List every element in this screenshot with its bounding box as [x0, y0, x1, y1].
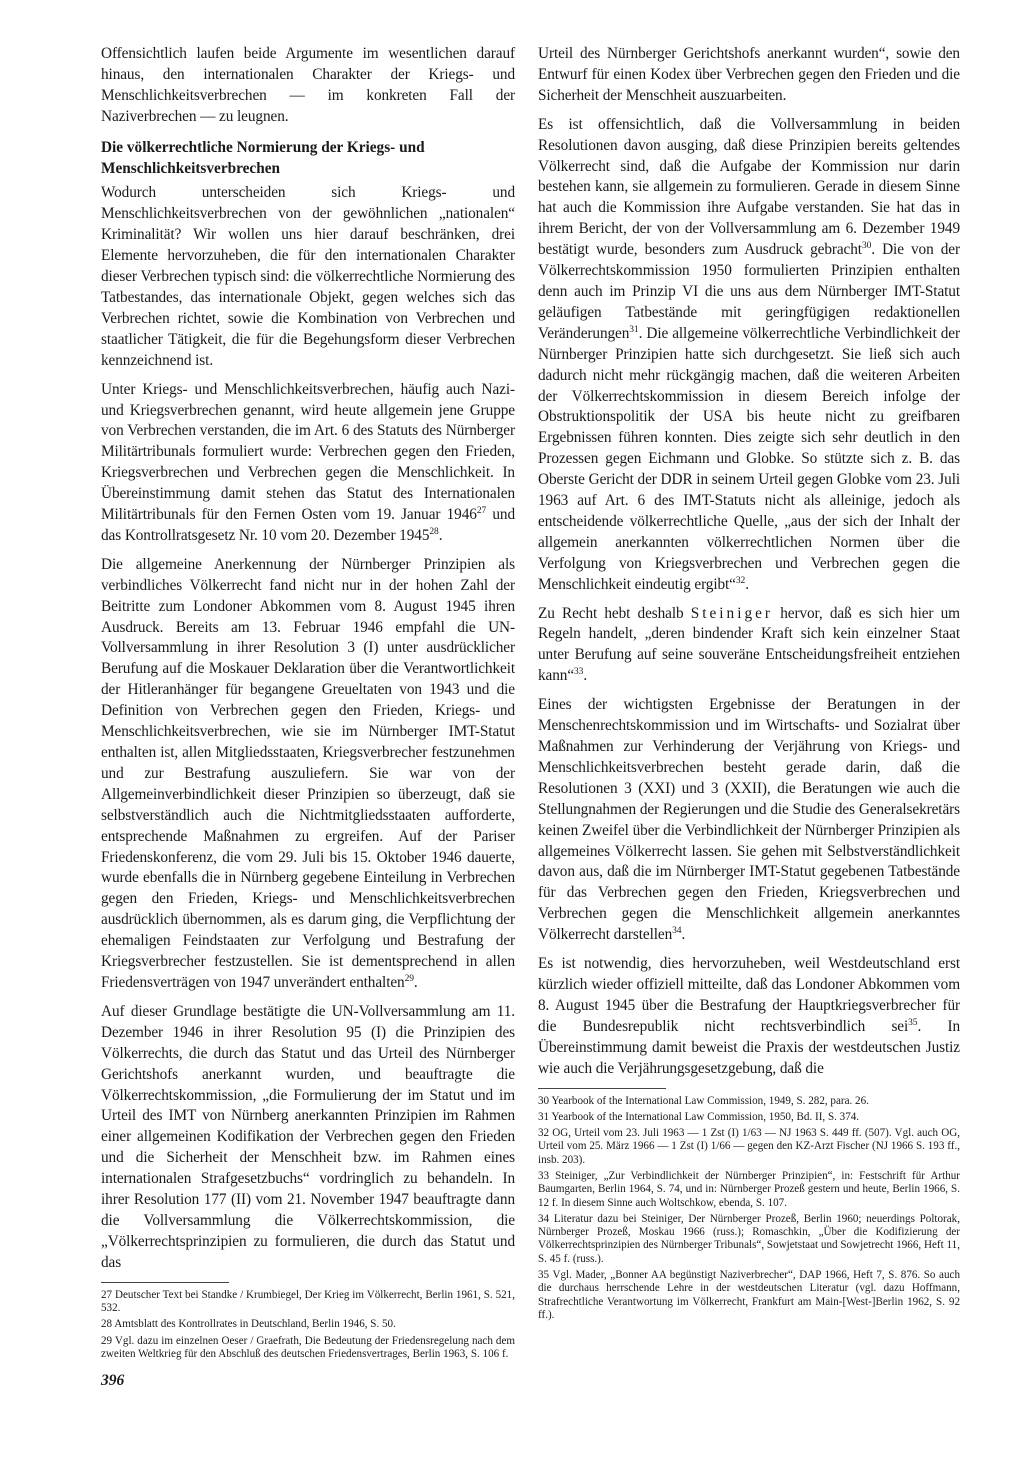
text-run: Die allgemeine Anerkennung der Nürnberger Prinzipien als verbindliches Völkerrecht fand nicht nur in der hohen Zahl der Beitritte zum Londoner Abkommen vom 8. August 1945 ihren Ausdruck. Bereits am 13. Februar 1946 empfahl die UN-Vollversammlung in ihrer Resolution 3 (I) unter ausdrücklicher Berufung auf die Moskauer Deklaration über die Verantwortlichkeit der Hitleranhänger für begangene Greueltaten von 1943 und die Definition von Verbrechen gegen den Frieden, Kriegs- und Menschlichkeitsverbrechen, wie sie im Nürnberger IMT-Statut enthalten ist, allen Mitgliedsstaaten, Kriegsverbrecher festzunehmen und zur Bestrafung auszuliefern. Sie war von der Allgemeinverbindlichkeit dieser Prinzipien so überzeugt, daß sie selbstverständlich auch die Nichtmitgliedsstaaten aufforderte, entsprechende Maßnahmen zu ergreifen. Auf der Pariser Friedenskonferenz, die vom 29. Juli bis 15. Oktober 1946 dauerte, wurde ebenfalls die in Nürnberg gegebene Einteilung in Verbrechen gegen den Frieden, Kriegs- und Menschlichkeitsverbrechen ausdrücklich übernommen, als es darum ging, die Verpflichtung der ehemaligen Feindstaaten zur Verfolgung und Bestrafung der Kriegsverbrecher festzustellen. Sie ist dementsprechend in allen Friedensverträgen von 1947 unverändert enthalten: [101, 555, 515, 991]
paragraph: Auf dieser Grundlage bestätigte die UN-Vollversammlung am 11. Dezember 1946 in ihrer Resolution 95 (I) die Prinzipien des Völkerrechts, die durch das Statut und das Urteil des Nürnberger Gerichtshofs anerkannt wurden, und beauftragte die Völkerrechtskommission, „die Formulierung der im Statut und im Urteil des IMT von Nürnberg anerkannten Prinzipien im Rahmen einer allgemeinen Kodifikation der Verbrechen gegen den Frieden und die Sicherheit der Menschheit bzw. im Rahmen eines internationalen Strafgesetzbuchs“ vordringlich zu behandeln. In ihrer Resolution 177 (II) vom 21. November 1947 beauftragte dann die Vollversammlung die Völkerrechtskommission, die „Völkerrechtsprinzipien zu formulieren, die durch das Statut und das: [101, 1002, 515, 1271]
text-run: .: [413, 973, 418, 991]
footnote-ref: 35: [908, 1017, 918, 1028]
footnote: 30 Yearbook of the International Law Commission, 1949, S. 282, para. 26.: [538, 1094, 869, 1107]
footnote-ref: 34: [672, 926, 682, 937]
text-run: und das Kontrollratsgesetz Nr. 10 vom 20. Dezember 1945: [101, 506, 515, 544]
page-number: 396: [101, 1372, 125, 1389]
paragraph: [538, 954, 960, 1079]
text-run: .: [583, 667, 588, 685]
footnote-ref: 31: [629, 324, 639, 335]
footnote: 32 OG, Urteil vom 23. Juli 1963 — 1 Zst (I) 1/63 — NJ 1963 S. 449 ff. (507). Vgl. auch OG, Urteil vom 25. März 1966 — 1 Zst (I) 1/66 — gegen den KZ-Arzt Fischer (NJ 1966 S. 193 ff., insb. 203).: [538, 1127, 960, 1166]
footnote-divider: [101, 1282, 229, 1283]
text-run: . Die allgemeine völkerrechtliche Verbindlichkeit der Nürnberger Prinzipien hatte sich durchgesetzt. Sie ließ sich auch dadurch nicht mehr rückgängig machen, daß die weiteren Arbeiten der Völkerrechtskommission in diesem Bereich infolge der Obstruktionspolitik der USA bis heute nicht zu greifbaren Ergebnissen führen konnten. Dies zeigte sich sehr deutlich in den Prozessen gegen Eichmann und Globke. So stützte sich z. B. das Oberste Gericht der DDR in seinem Urteil gegen Globke vom 23. Juli 1963 auf Art. 6 des IMT-Statuts nicht als alleinige, jedoch als entscheidende völkerrechtliche Quelle, „aus der sich der Inhalt der allgemein anerkannten völkerrechtlichen Normen über die Verfolgung von Kriegsverbrechen und Verbrechen gegen die Menschlichkeit eindeutig ergibt“: [538, 324, 960, 593]
text-run: . Die von der Völkerrechtskommission 1950 formulierten Prinzipien enthalten denn auch im Prinzip VI die uns aus dem Nürnberger IMT-Statut geläufigen Tatbestände mit geringfügigen redaktionellen Veränderungen: [538, 241, 960, 342]
footnote-ref: 33: [574, 667, 584, 678]
text-run: .: [438, 526, 443, 544]
text-run: . In Übereinstimmung damit beweist die Praxis der westdeutschen Justiz wie auch die Verjährungsgesetzgebung, daß die: [538, 1017, 960, 1077]
text-run: hervor, daß es sich hier um Regeln handelt, „deren bindender Kraft sich kein einzelner Staat unter Berufung auf seine souveräne Entscheidungsfreiheit entziehen kann“: [538, 604, 960, 685]
text-run: Es ist offensichtlich, daß die Vollversammlung in beiden Resolutionen davon ausging, daß diese Prinzipien bereits geltendes Völkerrecht sind, daß die Aufgabe der Kommission nur darin bestehen kann, sie allgemein zu formulieren. Gerade in diesem Sinne hat auch die Kommission ihre Aufgabe verstanden. Sie hat das in ihrem Bericht, der von der Vollversammlung am 6. Dezember 1949 bestätigt wurde, besonders zum Ausdruck gebracht: [538, 115, 960, 259]
footnote: 35 Vgl. Mader, „Bonner AA begünstigt Naziverbrecher“, DAP 1966, Heft 7, S. 876. So auch die durchaus herrschende Lehre in der westdeutschen Literatur (vgl. dazu Hoffmann, Strafrechtliche Verantwortung im Völkerrecht, Frankfurt am Main-[West-]Berlin 1962, S. 92 ff.).: [538, 1269, 960, 1321]
spaced-author-name: Steiniger: [690, 604, 773, 622]
paragraph: [538, 695, 960, 946]
paragraph: [538, 115, 960, 596]
section-heading: Die völkerrechtliche Normierung der Kriegs- und Menschlichkeitsverbrechen: [101, 138, 425, 177]
text-run: Es ist notwendig, dies hervorzuheben, weil Westdeutschland erst kürzlich wieder offiziell mitteilte, daß das Londoner Abkommen vom 8. August 1945 über die Bestrafung der Hauptkriegsverbrecher für die Bundesrepublik nicht rechtsverbindlich sei: [538, 955, 960, 1035]
footnote: 27 Deutscher Text bei Standke / Krumbiegel, Der Krieg im Völkerrecht, Berlin 1961, S. 521, 532.: [101, 1288, 515, 1314]
footnote-ref: 32: [735, 575, 746, 586]
right-column: [538, 44, 960, 1325]
paragraph: Offensichtlich laufen beide Argumente im wesentlichen darauf hinaus, den internationalen Charakter der Kriegs- und Menschlichkeitsverbrechen — im konkreten Fall der Naziverbrechen — zu leugnen.: [101, 45, 515, 125]
text-run: Zu Recht hebt deshalb: [538, 604, 691, 622]
paragraph: [101, 555, 515, 994]
footnote: 34 Literatur dazu bei Steiniger, Der Nürnberger Prozeß, Berlin 1960; neuerdings Poltorak, Nürnberger Prozeß, Moskau 1966 (russ.); Romaschkin, „Über die Kodifizierung der Völkerrechtsprinzipien des Nürnberger Tribunals“, Sowjetstaat und Sowjetrecht 1966, Heft 11, S. 45 f. (russ.).: [538, 1212, 960, 1265]
footnote-divider: [538, 1088, 666, 1089]
text-run: .: [681, 926, 686, 944]
text-run: Eines der wichtigsten Ergebnisse der Beratungen in der Menschenrechtskommission und im Wirtschafts- und Sozialrat über Maßnahmen zur Verhinderung der Verjährung von Kriegs- und Menschlichkeitsverbrechen besteht gerade darin, daß die Resolutionen 3 (XXI) und 3 (XXII), die Beratungen wie auch die Stellungnahmen der Regierungen und die Studie des Generalsekretärs keinen Zweifel über die Verbindlichkeit der Nürnberger Prinzipien als allgemeines Völkerrecht lassen. Sie gehen mit Selbstverständlichkeit davon aus, daß die im Nürnberger IMT-Statut gegebenen Tatbestände für das Verbrechen gegen den Frieden, Kriegsverbrechen und Verbrechen gegen die Menschlichkeit allgemein anerkanntes Völkerrecht darstellen: [538, 696, 960, 944]
paragraph: Urteil des Nürnberger Gerichtshofs anerkannt wurden“, sowie den Entwurf für einen Kodex über Verbrechen gegen den Frieden und die Sicherheit der Menschheit auszuarbeiten.: [538, 45, 960, 104]
left-column: [101, 44, 515, 1364]
footnote: 28 Amtsblatt des Kontrollrates in Deutschland, Berlin 1946, S. 50.: [101, 1318, 396, 1331]
footnote-ref: 29: [404, 973, 414, 984]
paragraph: [538, 604, 960, 688]
paragraph: Wodurch unterscheiden sich Kriegs- und Menschlichkeitsverbrechen von der gewöhnlichen „nationalen“ Kriminalität? Wir wollen uns hier darauf beschränken, drei Elemente hervorzuheben, die für den internationalen Charakter dieser Verbrechen typisch sind: die völkerrechtliche Normierung des Tatbestandes, das internationale Objekt, gegen welches sich das Verbrechen richtet, sowie die Kombination von Verbrechen und staatlicher Tätigkeit, die für die Begehungsform dieser Verbrechen kennzeichnend ist.: [101, 184, 515, 369]
text-run: .: [745, 575, 749, 593]
paragraph: [101, 380, 515, 547]
footnote: 33 Steiniger, „Zur Verbindlichkeit der Nürnberger Prinzipien“, in: Festschrift für Arthur Baumgarten, Berlin 1964, S. 74, und in: Nürnberger Prozeß gestern und heute, Berlin 1966, S. 12 f. In diesem Sinne auch Woltschkow, ebenda, S. 107.: [538, 1169, 960, 1209]
footnote-ref: 30: [861, 241, 872, 252]
footnote-ref: 28: [429, 526, 439, 537]
footnote: 29 Vgl. dazu im einzelnen Oeser / Graefrath, Die Bedeutung der Friedensregelung nach dem zweiten Weltkrieg für den Abschluß des deutschen Friedensvertrages, Berlin 1963, S. 106 f.: [101, 1334, 515, 1360]
text-run: Unter Kriegs- und Menschlichkeitsverbrechen, häufig auch Nazi- und Kriegsverbrechen genannt, wird heute allgemein jene Gruppe von Verbrechen verstanden, die im Art. 6 des Statuts des Nürnberger Militärtribunals formuliert wurde: Verbrechen gegen den Frieden, Kriegsverbrechen und Verbrechen gegen die Menschlichkeit. In Übereinstimmung damit stehen das Statut des Internationalen Militärtribunals für den Fernen Osten vom 19. Januar 1946: [101, 380, 515, 524]
footnote-ref: 27: [476, 505, 487, 516]
footnote: 31 Yearbook of the International Law Commission, 1950, Bd. II, S. 374.: [538, 1110, 860, 1123]
